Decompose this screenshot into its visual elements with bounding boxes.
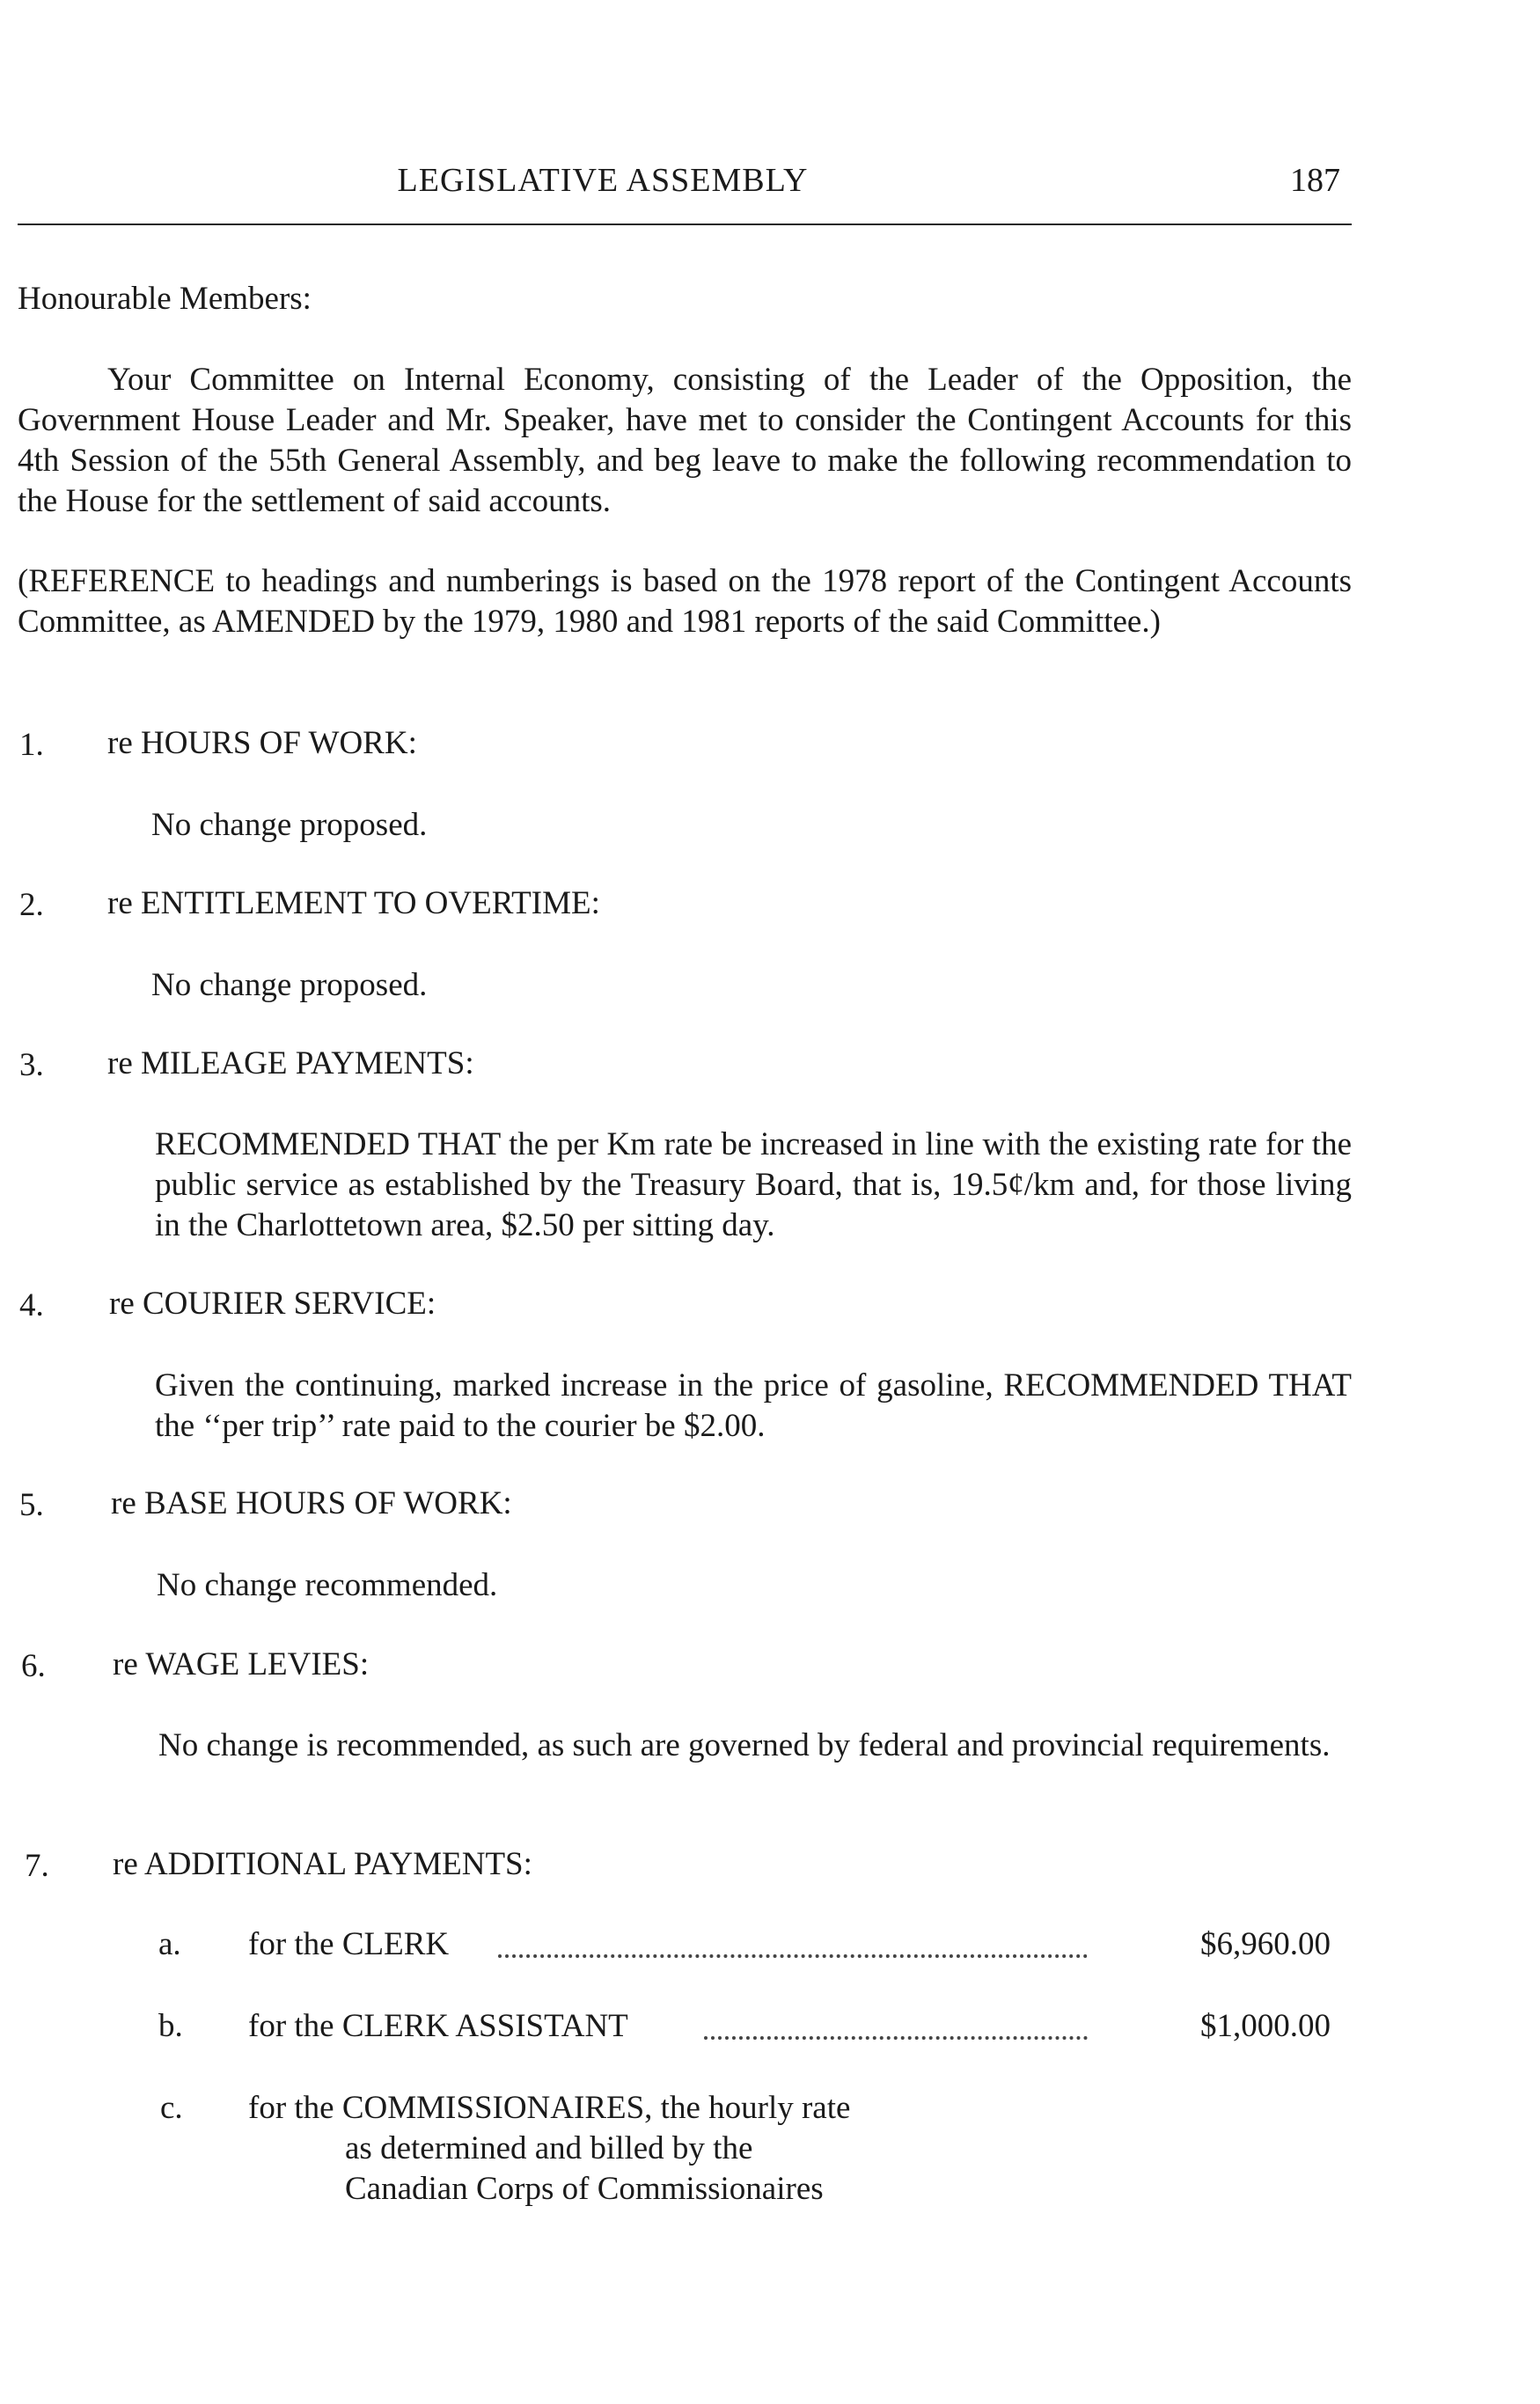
page-number: 187: [1290, 162, 1340, 199]
item-body: No change recommended.: [157, 1567, 498, 1603]
item-heading: re ADDITIONAL PAYMENTS:: [113, 1846, 532, 1882]
item-heading: re HOURS OF WORK:: [107, 725, 417, 761]
item-heading: re MILEAGE PAYMENTS:: [107, 1045, 474, 1081]
dot-leader: [704, 2036, 1088, 2040]
item-number: 2.: [19, 887, 44, 923]
item-body: No change proposed.: [151, 807, 428, 843]
item-heading: re COURIER SERVICE:: [109, 1286, 436, 1322]
item-number: 1.: [19, 727, 44, 763]
item-number: 7.: [25, 1848, 49, 1884]
item-body: Given the continuing, marked increase in the price of gasoline, RECOMMENDED THAT the ‘‘per trip’’ rate paid to the courier be $2.00.: [155, 1367, 1352, 1444]
dot-leader: [498, 1954, 1088, 1958]
salutation: Honourable Members:: [18, 281, 312, 317]
intro-paragraph: Your Committee on Internal Economy, consisting of the Leader of the Opposition, the Government House Leader and Mr. Speaker, have met to consider the Contingent Accounts for this 4th Session of the 55th General Assembly, and beg leave to make the following recommendation to the House for the settlement of said accounts.: [18, 362, 1352, 519]
payment-label: for the CLERK: [248, 1926, 450, 1962]
item-heading: re ENTITLEMENT TO OVERTIME:: [107, 885, 600, 921]
item-body: No change proposed.: [151, 967, 428, 1003]
item-number: 5.: [19, 1487, 44, 1523]
item-body: No change is recommended, as such are governed by federal and provincial requirements.: [158, 1727, 1331, 1763]
payment-letter: a.: [158, 1926, 181, 1962]
payment-label-line: Canadian Corps of Commissionaires: [345, 2171, 824, 2207]
item-number: 4.: [19, 1287, 44, 1323]
item-heading: re WAGE LEVIES:: [113, 1646, 370, 1682]
payment-amount: $1,000.00: [1200, 2008, 1331, 2044]
reference-paragraph: (REFERENCE to headings and numberings is based on the 1978 report of the Contingent Accounts Committee, as AMENDED by the 1979, 1980 and 1981 reports of the said Committee.): [18, 563, 1352, 640]
header-rule: [18, 224, 1352, 225]
item-body: RECOMMENDED THAT the per Km rate be increased in line with the existing rate for the public service as established by the Treasury Board, that is, 19.5¢/km and, for those living in the Charlottetown area, $2.50 per sitting day.: [155, 1126, 1352, 1243]
payment-letter: b.: [158, 2008, 183, 2044]
item-number: 6.: [21, 1648, 46, 1684]
payment-label: for the CLERK ASSISTANT: [248, 2008, 628, 2044]
page-header-title: LEGISLATIVE ASSEMBLY: [397, 162, 809, 199]
item-heading: re BASE HOURS OF WORK:: [111, 1485, 512, 1521]
payment-label-line: as determined and billed by the: [345, 2130, 753, 2166]
item-number: 3.: [19, 1047, 44, 1083]
payment-label-line: for the COMMISSIONAIRES, the hourly rate: [248, 2090, 851, 2126]
payment-amount: $6,960.00: [1200, 1926, 1331, 1962]
payment-letter: c.: [160, 2090, 183, 2126]
